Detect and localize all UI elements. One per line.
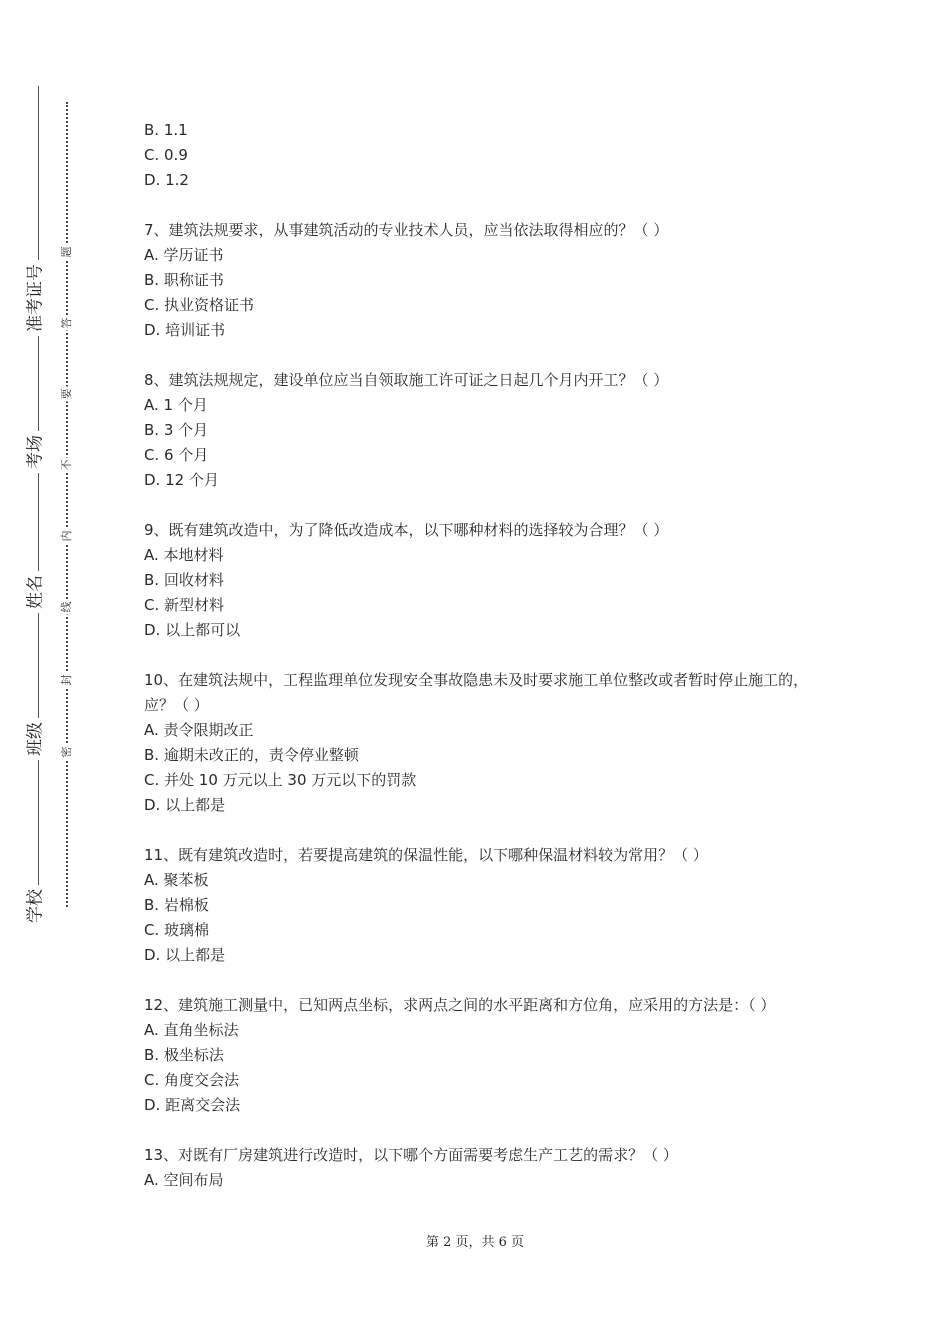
school-label: 学校 <box>21 885 46 927</box>
continued-options <box>144 118 814 193</box>
option: A. 聚苯板 <box>144 871 209 889</box>
seal-char: 封 <box>60 674 73 686</box>
name-label: 姓名 <box>21 571 46 613</box>
option: C. 角度交会法 <box>144 1071 240 1089</box>
page-footer: 第 2 页，共 6 页 <box>425 1235 525 1250</box>
question-7 <box>144 218 814 343</box>
seal-char: 题 <box>60 246 73 258</box>
option: C. 新型材料 <box>144 596 225 614</box>
binding-solid-line <box>38 86 39 926</box>
seal-char: 线 <box>60 601 73 613</box>
question-11 <box>144 843 814 968</box>
question-stem: 13、对既有厂房建筑进行改造时，以下哪个方面需要考虑生产工艺的需求？（ ） <box>144 1146 678 1164</box>
option: A. 空间布局 <box>144 1171 224 1189</box>
option: A. 责令限期改正 <box>144 721 254 739</box>
option: C. 6 个月 <box>144 446 209 464</box>
question-stem: 7、建筑法规要求，从事建筑活动的专业技术人员，应当依法取得相应的？（ ） <box>144 221 669 239</box>
option: B. 1.1 <box>144 121 188 139</box>
question-stem: 12、建筑施工测量中，已知两点坐标，求两点之间的水平距离和方位角，应采用的方法是：（ ） <box>144 996 776 1014</box>
seal-char: 答 <box>60 317 73 329</box>
question-stem: 10、在建筑法规中，工程监理单位发现安全事故隐患未及时要求施工单位整改或者暂时停止施工的，应？（ ） <box>144 671 809 714</box>
question-13 <box>144 1143 814 1193</box>
option: B. 回收材料 <box>144 571 224 589</box>
question-stem: 8、建筑法规规定，建设单位应当自领取施工许可证之日起几个月内开工？（ ） <box>144 371 669 389</box>
option: B. 职称证书 <box>144 271 224 289</box>
option: A. 直角坐标法 <box>144 1021 239 1039</box>
question-10 <box>144 668 814 818</box>
option: C. 执业资格证书 <box>144 296 255 314</box>
question-stem: 11、既有建筑改造时，若要提高建筑的保温性能，以下哪种保温材料较为常用？（ ） <box>144 846 708 864</box>
exam-number-label: 准考证号 <box>21 260 46 336</box>
option: D. 以上都是 <box>144 796 226 814</box>
question-9 <box>144 518 814 643</box>
seal-char: 密 <box>60 746 73 758</box>
question-12 <box>144 993 814 1118</box>
option: C. 玻璃棉 <box>144 921 210 939</box>
option: A. 1 个月 <box>144 396 208 414</box>
question-content <box>144 118 814 1193</box>
option: A. 学历证书 <box>144 246 224 264</box>
exam-room-label: 考场 <box>21 431 46 473</box>
question-8 <box>144 368 814 493</box>
option: D. 培训证书 <box>144 321 226 339</box>
option: B. 逾期未改正的，责令停业整顿 <box>144 746 359 764</box>
binding-margin <box>0 0 110 1344</box>
option: D. 距离交会法 <box>144 1096 241 1114</box>
option: D. 以上都是 <box>144 946 226 964</box>
option: B. 3 个月 <box>144 421 209 439</box>
option: A. 本地材料 <box>144 546 224 564</box>
option: B. 极坐标法 <box>144 1046 224 1064</box>
seal-char: 不 <box>60 459 73 471</box>
seal-dotted-line <box>66 102 68 907</box>
option: C. 并处 10 万元以上 30 万元以下的罚款 <box>144 771 417 789</box>
option: B. 岩棉板 <box>144 896 209 914</box>
option: D. 以上都可以 <box>144 621 241 639</box>
seal-char: 内 <box>60 530 73 542</box>
class-label: 班级 <box>21 718 46 760</box>
option: D. 12 个月 <box>144 471 219 489</box>
option: D. 1.2 <box>144 171 189 189</box>
option: C. 0.9 <box>144 146 188 164</box>
question-stem: 9、既有建筑改造中，为了降低改造成本，以下哪种材料的选择较为合理？（ ） <box>144 521 669 539</box>
seal-char: 要 <box>60 388 73 400</box>
